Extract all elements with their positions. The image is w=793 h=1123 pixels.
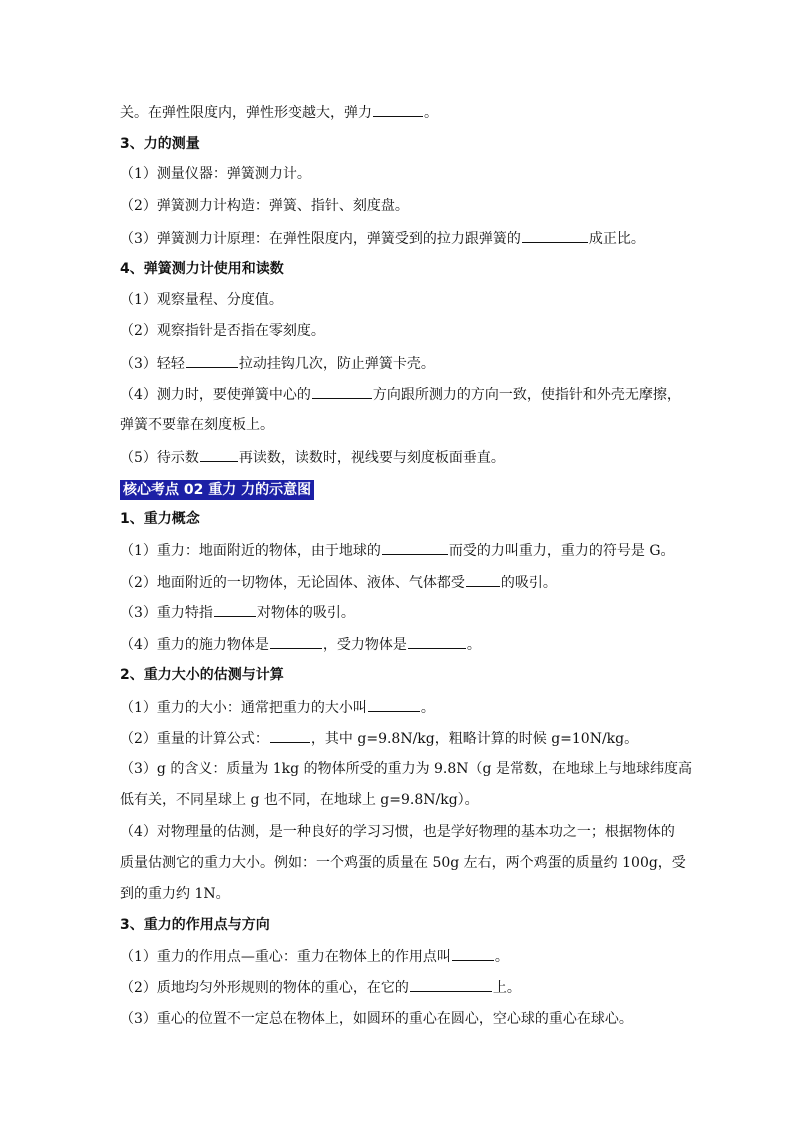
text-line: 弹簧不要靠在刻度板上。 bbox=[120, 417, 274, 433]
text-line: （2）弹簧测力计构造：弹簧、指针、刻度盘。 bbox=[120, 198, 409, 214]
fill-blank bbox=[408, 634, 466, 649]
text-line: （4）测力时，要使弹簧中心的 方向跟所测力的方向一致，使指针和外壳无摩擦， bbox=[120, 384, 700, 405]
text-line: （1）重力的作用点—重心：重力在物体上的作用点叫 。 bbox=[120, 946, 700, 967]
section-heading: 4、弹簧测力计使用和读数 bbox=[120, 261, 284, 277]
section-heading: 3、重力的作用点与方向 bbox=[120, 917, 270, 933]
section-heading: 1、重力概念 bbox=[120, 511, 200, 527]
text-line: （2）重量的计算公式： ，其中 g=9.8N/kg，粗略计算的时候 g=10N/kg。 bbox=[120, 728, 700, 749]
text-line: （3）g 的含义：质量为 1kg 的物体所受的重力为 9.8N（g 是常数，在地球上与地球纬度高 bbox=[120, 761, 692, 777]
fill-blank bbox=[382, 540, 448, 555]
text-line: （5）待示数 再读数，读数时，视线要与刻度板面垂直。 bbox=[120, 447, 700, 468]
text-line: 低有关，不同星球上 g 也不同，在地球上 g=9.8N/kg）。 bbox=[120, 792, 479, 808]
text-line: 到的重力约 1N。 bbox=[120, 886, 230, 902]
text-line: （1）测量仪器：弹簧测力计。 bbox=[120, 166, 311, 182]
text-line: （3）重力特指 对物体的吸引。 bbox=[120, 602, 700, 623]
fill-blank bbox=[200, 447, 238, 462]
fill-blank bbox=[373, 102, 423, 117]
text-line: （4）重力的施力物体是 ，受力物体是 。 bbox=[120, 634, 700, 655]
fill-blank bbox=[270, 634, 322, 649]
text-line: （3）重心的位置不一定总在物体上，如圆环的重心在圆心，空心球的重心在球心。 bbox=[120, 1011, 633, 1027]
text-line: （1）观察量程、分度值。 bbox=[120, 292, 283, 308]
fill-blank bbox=[410, 977, 492, 992]
text-line: （2）地面附近的一切物体，无论固体、液体、气体都受 的吸引。 bbox=[120, 572, 700, 593]
text-line: 质量估测它的重力大小。例如：一个鸡蛋的质量在 50g 左右，两个鸡蛋的质量约 100g，受 bbox=[120, 855, 686, 871]
fill-blank bbox=[186, 353, 238, 368]
fill-blank bbox=[522, 228, 588, 243]
text-line: （3）轻轻 拉动挂钩几次，防止弹簧卡壳。 bbox=[120, 353, 700, 374]
section-heading: 2、重力大小的估测与计算 bbox=[120, 667, 284, 683]
fill-blank bbox=[270, 728, 310, 743]
fill-blank bbox=[466, 572, 500, 587]
text-line: （1）重力的大小：通常把重力的大小叫 。 bbox=[120, 697, 700, 718]
section-banner: 核心考点 02 重力 力的示意图 bbox=[120, 480, 314, 500]
text-line: 关。在弹性限度内，弹性形变越大，弹力 。 bbox=[120, 102, 700, 123]
section-heading: 3、力的测量 bbox=[120, 136, 200, 152]
fill-blank bbox=[368, 697, 420, 712]
text-line: （2）质地均匀外形规则的物体的重心，在它的 上。 bbox=[120, 977, 700, 998]
text-line: （1）重力：地面附近的物体，由于地球的 而受的力叫重力，重力的符号是 G。 bbox=[120, 540, 700, 561]
text-line: （3）弹簧测力计原理：在弹性限度内，弹簧受到的拉力跟弹簧的 成正比。 bbox=[120, 228, 700, 249]
text-line: （2）观察指针是否指在零刻度。 bbox=[120, 323, 325, 339]
fill-blank bbox=[452, 946, 494, 961]
fill-blank bbox=[312, 384, 372, 399]
text-line: （4）对物理量的估测，是一种良好的学习习惯，也是学好物理的基本功之一；根据物体的 bbox=[120, 824, 675, 840]
fill-blank bbox=[214, 602, 256, 617]
